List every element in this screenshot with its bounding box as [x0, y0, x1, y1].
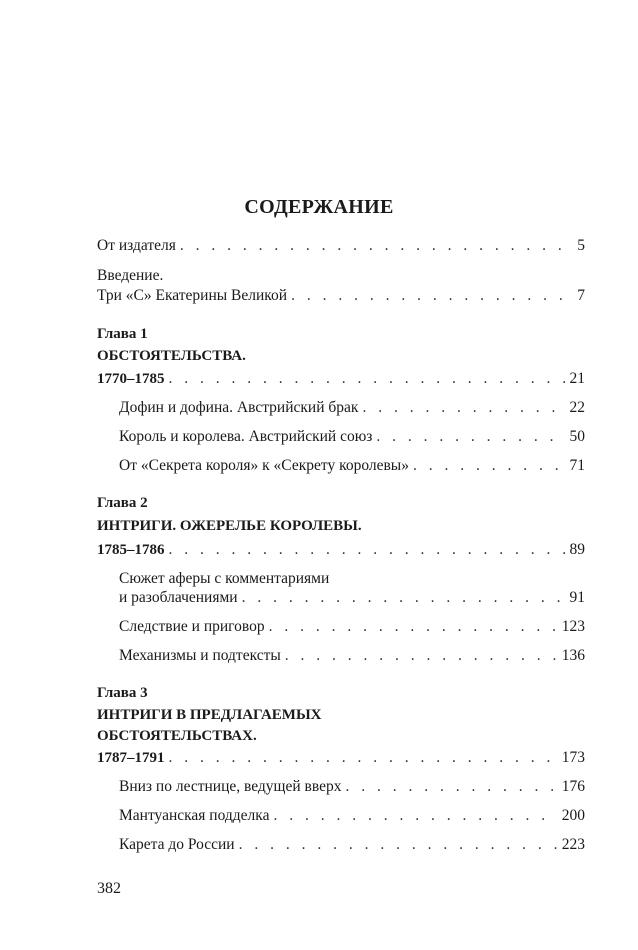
- toc-subentry: [119, 806, 585, 826]
- leader-dots: [169, 748, 558, 768]
- toc-page-number: 91: [569, 589, 585, 606]
- leader-dots: [169, 369, 566, 389]
- leader-dots: [269, 617, 558, 637]
- toc-subentry: [119, 777, 585, 797]
- toc-entry-text: Король и королева. Австрийский союз: [119, 428, 373, 445]
- toc-page-number: 50: [569, 428, 585, 445]
- toc-page-number: 5: [577, 237, 585, 254]
- toc-page-number: 173: [561, 749, 585, 766]
- toc-entry-text: 1785–1786: [97, 542, 165, 558]
- leader-dots: [291, 286, 573, 306]
- toc-subentry: [119, 588, 585, 608]
- leader-dots: [345, 777, 557, 797]
- chapter-2-title: ИНТРИГИ. ОЖЕРЕЛЬЕ КОРОЛЕВЫ.: [97, 518, 362, 534]
- leader-dots: [413, 456, 566, 476]
- chapter-2-entry: [97, 540, 585, 560]
- chapter-1-title: ОБСТОЯТЕЛЬСТВА.: [97, 348, 246, 364]
- toc-entry-text: Вниз по лестнице, ведущей вверх: [119, 778, 342, 795]
- toc-subentry: [119, 617, 585, 637]
- toc-entry-text: От «Секрета короля» к «Секрету королевы»: [119, 457, 409, 474]
- leader-dots: [169, 540, 566, 560]
- toc-entry-intro: [97, 286, 585, 306]
- toc-page-number: 7: [577, 287, 585, 304]
- leader-dots: [273, 806, 557, 826]
- chapter-3-label: Глава 3: [97, 685, 148, 701]
- toc-entry-text: Дофин и дофина. Австрийский брак: [119, 399, 359, 416]
- toc-page-number: 200: [561, 807, 585, 824]
- leader-dots: [362, 398, 565, 418]
- toc-page-number: 89: [569, 541, 585, 558]
- toc-entry-text: Следствие и приговор: [119, 618, 265, 635]
- chapter-1-label: Глава 1: [97, 326, 148, 342]
- leader-dots: [376, 427, 565, 447]
- chapter-3-title-line1: ИНТРИГИ В ПРЕДЛАГАЕМЫХ: [97, 707, 322, 723]
- leader-dots: [180, 236, 573, 256]
- toc-subentry: [119, 398, 585, 418]
- toc-entry-publisher: [97, 236, 585, 256]
- toc-page-number: 22: [569, 399, 585, 416]
- toc-page-number: 21: [569, 370, 585, 387]
- toc-entry-text: От издателя: [97, 237, 176, 254]
- toc-entry-text: Три «С» Екатерины Великой: [97, 287, 288, 304]
- chapter-3-title-line2: ОБСТОЯТЕЛЬСТВАХ.: [97, 728, 257, 744]
- toc-subentry: [119, 427, 585, 447]
- toc-entry-text: и разоблачениями: [119, 589, 238, 606]
- chapter-1-entry: [97, 369, 585, 389]
- page-number: 382: [97, 880, 121, 897]
- toc-page-number: 223: [561, 836, 585, 853]
- leader-dots: [242, 588, 566, 608]
- toc-entry-text: 1770–1785: [97, 371, 165, 387]
- chapter-2-label: Глава 2: [97, 495, 148, 511]
- toc-page-number: 136: [561, 647, 585, 664]
- toc-page-number: 176: [561, 778, 585, 795]
- toc-page-number: 71: [569, 457, 585, 474]
- toc-entry-text: Механизмы и подтексты: [119, 647, 281, 664]
- toc-entry-text: Мантуанская подделка: [119, 807, 270, 824]
- toc-subentry: [119, 835, 585, 855]
- leader-dots: [239, 835, 558, 855]
- toc-entry-text: 1787–1791: [97, 750, 165, 766]
- toc-entry-intro-label: Введение.: [97, 267, 164, 284]
- page-title: СОДЕРЖАНИЕ: [244, 196, 394, 218]
- chapter-3-entry: [97, 748, 585, 768]
- toc-subentry: [119, 456, 585, 476]
- toc-page-number: 123: [561, 618, 585, 635]
- leader-dots: [285, 646, 558, 666]
- toc-subentry-line1: Сюжет аферы с комментариями: [119, 570, 330, 587]
- toc-entry-text: Карета до России: [119, 836, 235, 853]
- toc-subentry: [119, 646, 585, 666]
